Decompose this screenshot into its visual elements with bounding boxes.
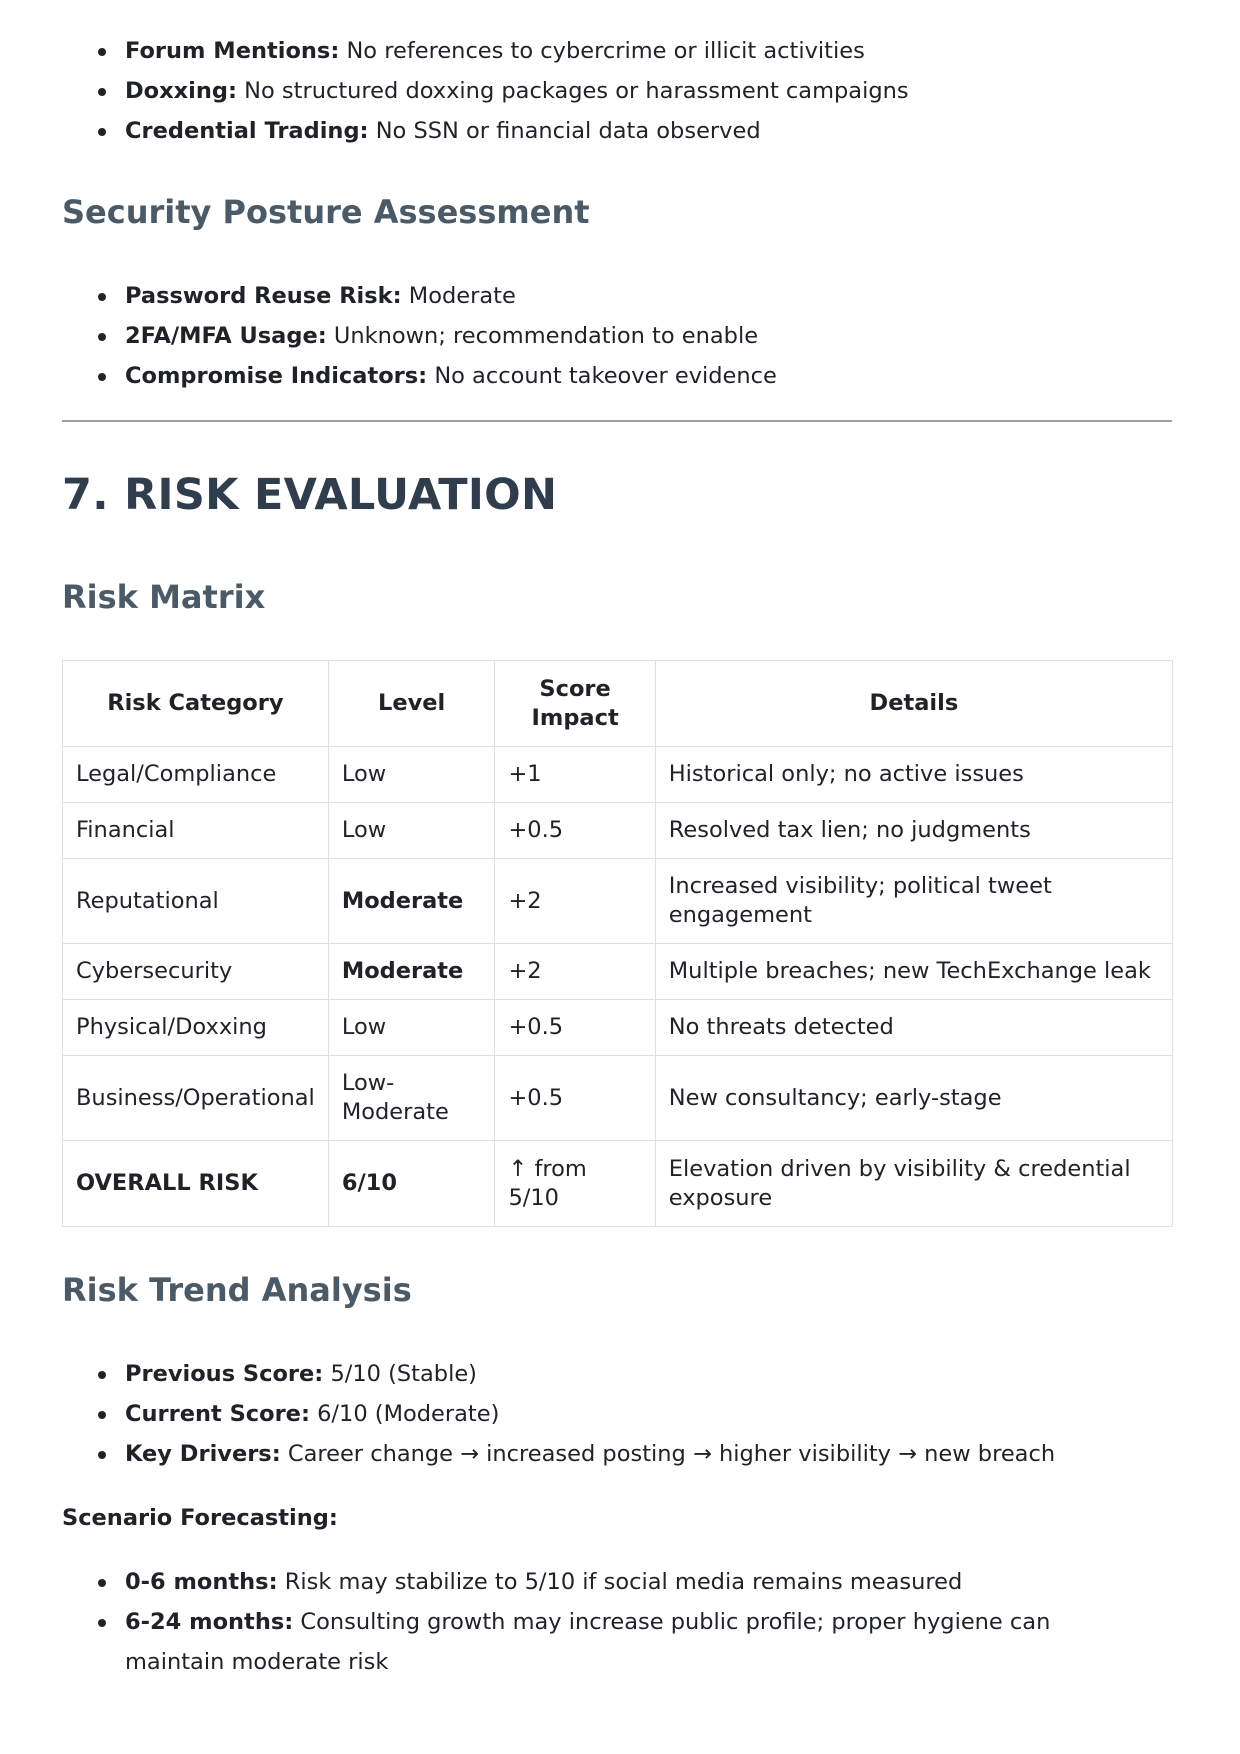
- cell-category: OVERALL RISK: [63, 1141, 329, 1227]
- security-posture-heading: Security Posture Assessment: [62, 193, 590, 231]
- cell-details: Resolved tax lien; no judgments: [655, 803, 1172, 859]
- cell-level: Moderate: [328, 859, 495, 944]
- risk-trend-list: [0, 1354, 1055, 1474]
- cell-impact: +0.5: [495, 803, 655, 859]
- item-label: Current Score:: [125, 1401, 310, 1427]
- list-item: [0, 1394, 1055, 1434]
- cell-details: New consultancy; early-stage: [655, 1056, 1172, 1141]
- item-text: Career change → increased posting → higher visibility → new breach: [287, 1441, 1056, 1467]
- cell-category: Reputational: [63, 859, 329, 944]
- column-header-risk-category: Risk Category: [63, 661, 329, 747]
- cell-category: Cybersecurity: [63, 944, 329, 1000]
- scenario-forecasting-list: [0, 1562, 1125, 1682]
- table-row-overall: [63, 1141, 1173, 1227]
- cell-category: Legal/Compliance: [63, 747, 329, 803]
- cell-details: Increased visibility; political tweet engagement: [655, 859, 1172, 944]
- list-item: [0, 356, 777, 396]
- cell-details: Historical only; no active issues: [655, 747, 1172, 803]
- scenario-forecasting-label: Scenario Forecasting:: [62, 1505, 338, 1531]
- list-item: [0, 111, 909, 151]
- list-item: [0, 276, 777, 316]
- cell-impact: +2: [495, 859, 655, 944]
- cell-level: 6/10: [328, 1141, 495, 1227]
- table-row: [63, 803, 1173, 859]
- item-text: 6/10 (Moderate): [317, 1401, 500, 1427]
- cell-category: Physical/Doxxing: [63, 1000, 329, 1056]
- item-text: No SSN or financial data observed: [375, 118, 761, 144]
- column-header-details: Details: [655, 661, 1172, 747]
- item-text: No account takeover evidence: [434, 363, 777, 389]
- threat-findings-list: [0, 31, 909, 151]
- item-text: No structured doxxing packages or harassment campaigns: [244, 78, 909, 104]
- item-label: Doxxing:: [125, 78, 237, 104]
- item-text: Unknown; recommendation to enable: [333, 323, 759, 349]
- cell-impact: ↑ from 5/10: [495, 1141, 655, 1227]
- list-item: [0, 1434, 1055, 1474]
- cell-details: Multiple breaches; new TechExchange leak: [655, 944, 1172, 1000]
- cell-impact: +0.5: [495, 1056, 655, 1141]
- item-text: Moderate: [408, 283, 516, 309]
- cell-impact: +1: [495, 747, 655, 803]
- item-label: 2FA/MFA Usage:: [125, 323, 327, 349]
- item-label: Forum Mentions:: [125, 38, 340, 64]
- table-row: [63, 944, 1173, 1000]
- item-label: Password Reuse Risk:: [125, 283, 402, 309]
- risk-matrix-table: [62, 660, 1173, 1227]
- item-label: Compromise Indicators:: [125, 363, 428, 389]
- risk-matrix-heading: Risk Matrix: [62, 578, 266, 616]
- cell-details: No threats detected: [655, 1000, 1172, 1056]
- section-title: 7. RISK EVALUATION: [62, 470, 558, 520]
- cell-impact: +0.5: [495, 1000, 655, 1056]
- item-text: Consulting growth may increase public profile; proper hygiene can maintain moderate risk: [125, 1609, 1051, 1675]
- list-item: [0, 1602, 1125, 1682]
- item-text: No references to cybercrime or illicit activities: [346, 38, 865, 64]
- table-row: [63, 1000, 1173, 1056]
- table-row: [63, 1056, 1173, 1141]
- cell-category: Financial: [63, 803, 329, 859]
- column-header-level: Level: [328, 661, 495, 747]
- cell-level: Moderate: [328, 944, 495, 1000]
- item-text: 5/10 (Stable): [330, 1361, 477, 1387]
- cell-level: Low: [328, 747, 495, 803]
- list-item: [0, 31, 909, 71]
- risk-trend-heading: Risk Trend Analysis: [62, 1271, 412, 1309]
- item-label: Credential Trading:: [125, 118, 369, 144]
- table-row: [63, 859, 1173, 944]
- table-header-row: [63, 661, 1173, 747]
- cell-details: Elevation driven by visibility & credential exposure: [655, 1141, 1172, 1227]
- column-header-score-impact: Score Impact: [495, 661, 655, 747]
- item-label: 6-24 months:: [125, 1609, 294, 1635]
- cell-level: Low-Moderate: [328, 1056, 495, 1141]
- section-divider: [62, 420, 1172, 422]
- cell-level: Low: [328, 1000, 495, 1056]
- item-label: 0-6 months:: [125, 1569, 278, 1595]
- list-item: [0, 71, 909, 111]
- security-posture-list: [0, 276, 777, 396]
- table-row: [63, 747, 1173, 803]
- list-item: [0, 316, 777, 356]
- item-text: Risk may stabilize to 5/10 if social media remains measured: [284, 1569, 963, 1595]
- cell-impact: +2: [495, 944, 655, 1000]
- list-item: [0, 1354, 1055, 1394]
- cell-level: Low: [328, 803, 495, 859]
- cell-category: Business/Operational: [63, 1056, 329, 1141]
- item-label: Previous Score:: [125, 1361, 324, 1387]
- list-item: [0, 1562, 1125, 1602]
- item-label: Key Drivers:: [125, 1441, 281, 1467]
